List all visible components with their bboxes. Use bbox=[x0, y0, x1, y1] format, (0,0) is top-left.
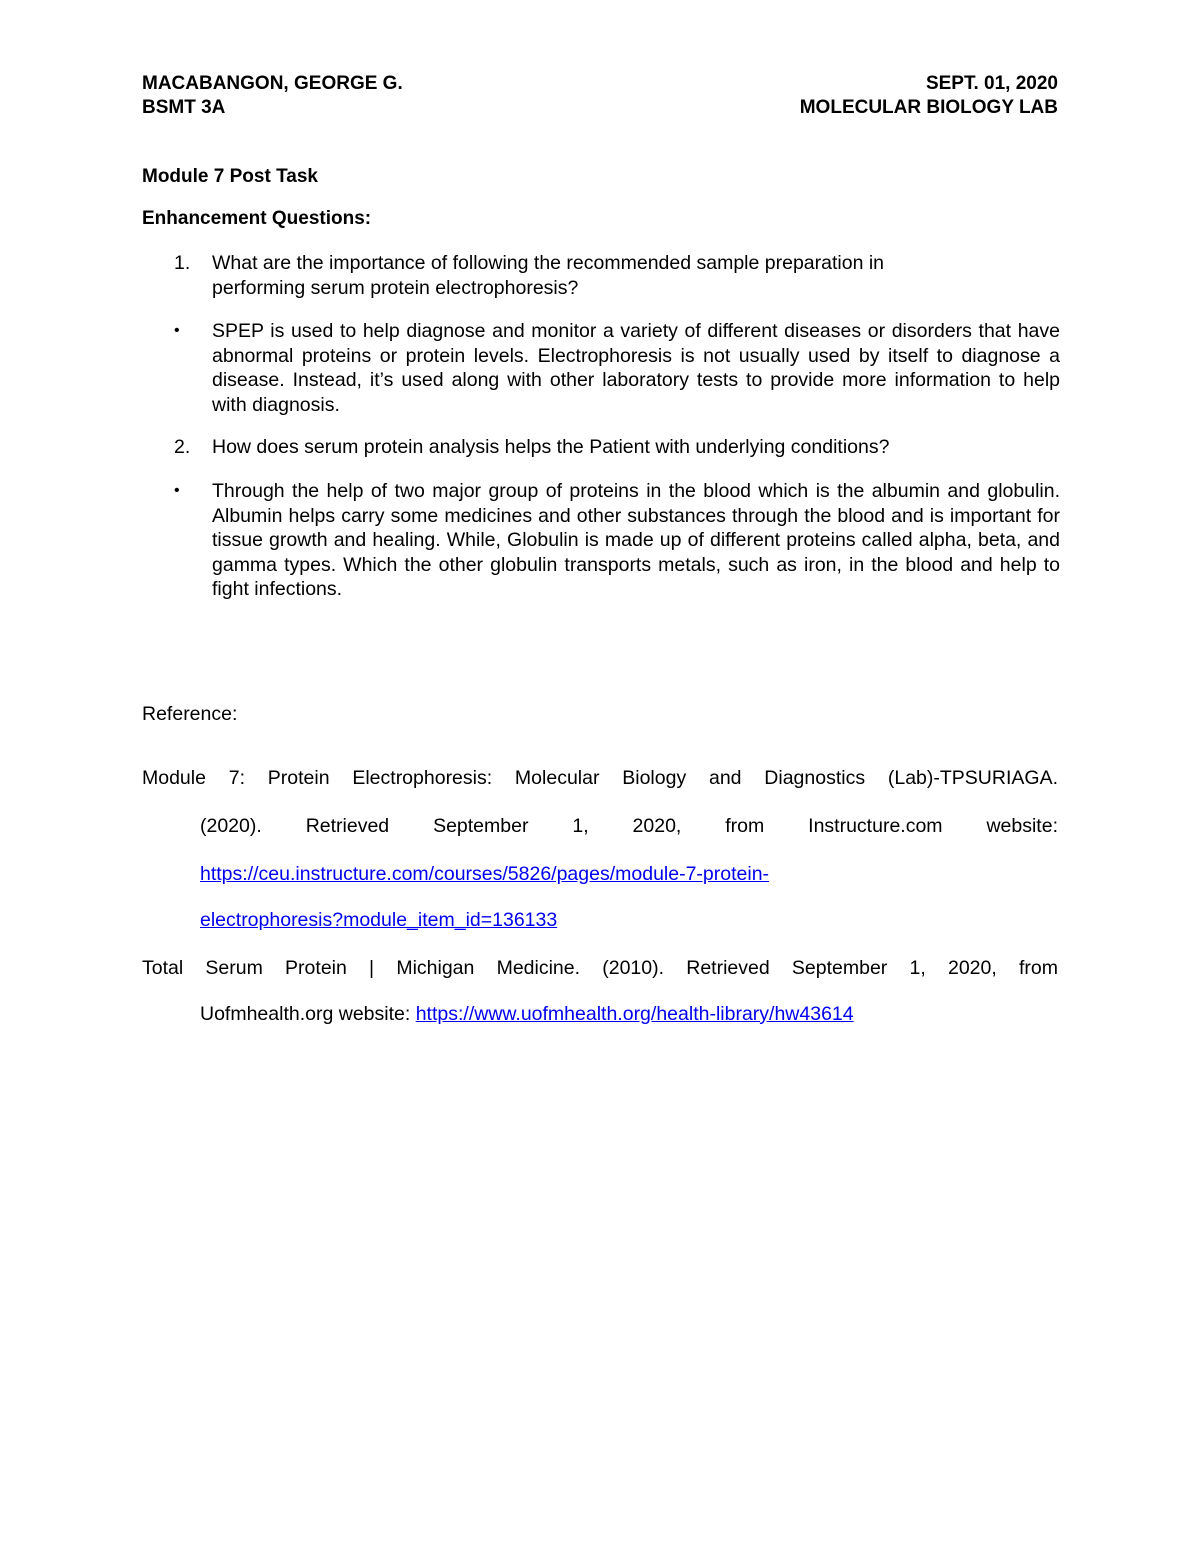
header-line-2 bbox=[142, 96, 1058, 120]
reference-1-line-2: (2020). Retrieved September 1, 2020, from Instructure.com website: bbox=[200, 815, 1058, 837]
submission-date: SEPT. 01, 2020 bbox=[925, 73, 1058, 94]
bullet-icon: • bbox=[174, 322, 180, 339]
reference-1-line-1: Module 7: Protein Electrophoresis: Molecular Biology and Diagnostics (Lab)-TPSURIAGA. bbox=[142, 767, 1058, 789]
reference-2-line-1: Total Serum Protein | Michigan Medicine. (2010). Retrieved September 1, 2020, from bbox=[142, 957, 1058, 979]
reference-2-link[interactable]: https://www.uofmhealth.org/health-library/hw43614 bbox=[415, 1003, 854, 1025]
bullet-icon: • bbox=[174, 482, 180, 499]
student-section: BSMT 3A bbox=[142, 97, 226, 118]
module-title: Module 7 Post Task bbox=[142, 166, 318, 187]
answer-text: SPEP is used to help diagnose and monitor a variety of different diseases or disorders that have abnormal proteins or protein levels. Electrophoresis is not usually used by itself to diagnose a disease. Instead, it’s used along with other laboratory tests to provide more information to help with diagnosis. bbox=[212, 320, 1060, 416]
section-heading: Enhancement Questions: bbox=[142, 208, 372, 229]
answer-text: Through the help of two major group of proteins in the blood which is the albumin and globulin. Albumin helps carry some medicines and other substances through the blood and is important for tissue growth and healing. While, Globulin is made up of different proteins called alpha, beta, and gamma types. Which the other globulin transports metals, such as iron, in the blood and help to fight infections. bbox=[212, 480, 1060, 600]
header-line-1 bbox=[142, 72, 1058, 96]
reference-1-link[interactable]: https://ceu.instructure.com/courses/5826/pages/module-7-protein- bbox=[200, 863, 770, 885]
course-name: MOLECULAR BIOLOGY LAB bbox=[799, 97, 1058, 118]
question-number: 1. bbox=[174, 252, 191, 274]
reference-2-prefix: Uofmhealth.org website: bbox=[200, 1003, 416, 1025]
reference-1-link-line-2 bbox=[200, 908, 557, 932]
reference-1-link-line-1 bbox=[200, 862, 769, 886]
question-text: What are the importance of following the recommended sample preparation in performing serum protein electrophoresis? bbox=[212, 252, 885, 299]
reference-1-link-continued[interactable]: electrophoresis?module_item_id=136133 bbox=[200, 909, 558, 931]
question-number: 2. bbox=[174, 436, 191, 458]
reference-2-line-2 bbox=[200, 1002, 854, 1026]
reference-label: Reference: bbox=[142, 703, 238, 725]
student-name: MACABANGON, GEORGE G. bbox=[142, 73, 403, 94]
question-text: How does serum protein analysis helps the Patient with underlying conditions? bbox=[212, 436, 890, 458]
